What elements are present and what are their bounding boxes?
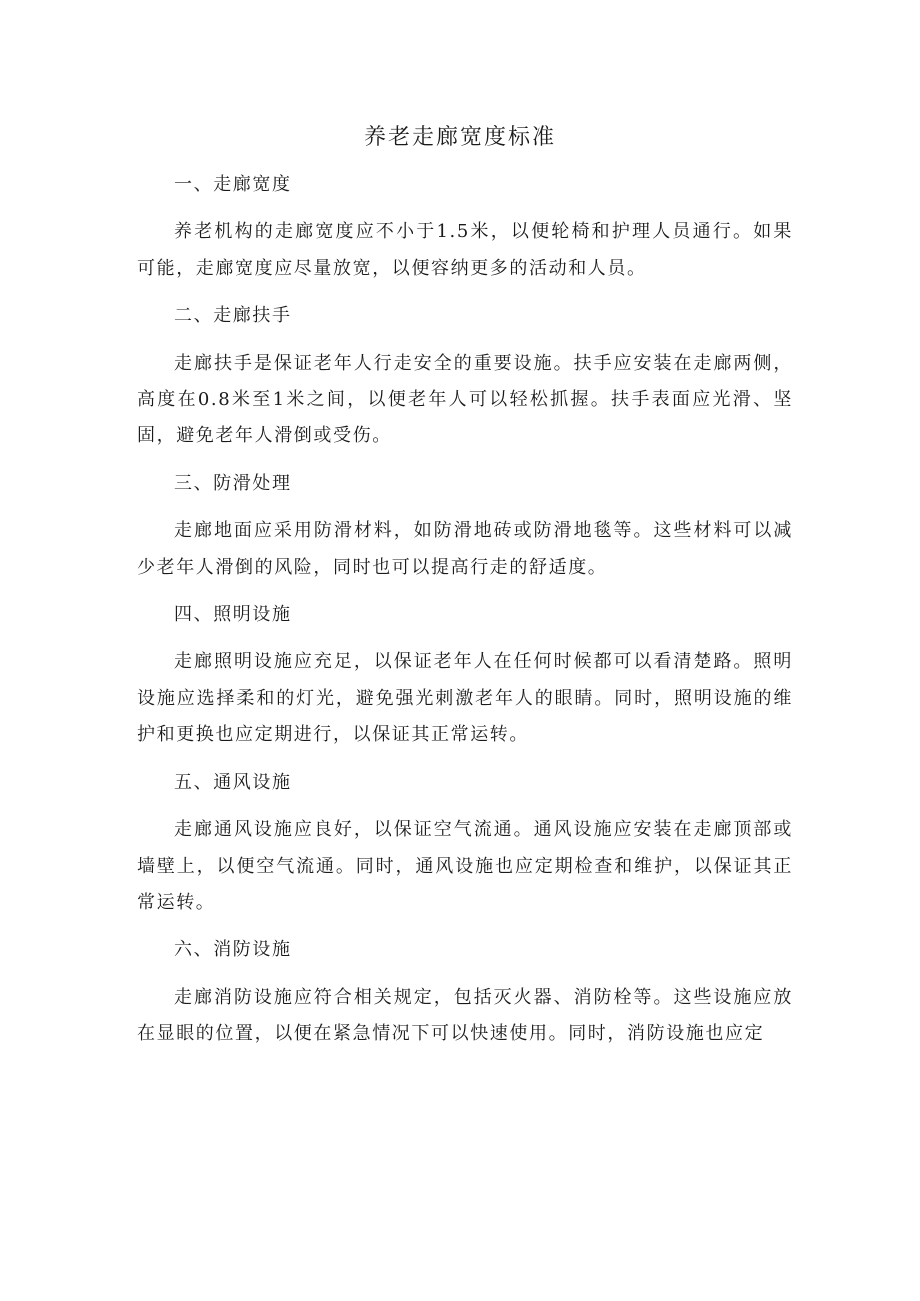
section-anti-slip — [137, 466, 793, 586]
section-handrail — [137, 298, 793, 455]
document-title: 养老走廊宽度标准 — [363, 125, 556, 150]
document-body — [137, 167, 793, 1064]
section-heading: 三、防滑处理 — [174, 472, 292, 494]
section-fire-safety — [137, 932, 793, 1052]
section-heading: 六、消防设施 — [174, 939, 292, 961]
section-heading: 四、照明设施 — [174, 604, 292, 626]
section-paragraph: 走廊消防设施应符合相关规定，包括灭火器、消防栓等。这些设施应放在显眼的位置，以便在紧急情况下可以快速使用。同时，消防设施也应定 — [137, 986, 793, 1045]
section-paragraph: 养老机构的走廊宽度应不小于1.5米，以便轮椅和护理人员通行。如果可能，走廊宽度应尽量放宽，以便容纳更多的活动和人员。 — [137, 221, 793, 279]
section-paragraph: 走廊地面应采用防滑材料，如防滑地砖或防滑地毯等。这些材料可以减少老年人滑倒的风险，同时也可以提高行走的舒适度。 — [137, 520, 793, 578]
section-paragraph: 走廊扶手是保证老年人行走安全的重要设施。扶手应安装在走廊两侧，高度在0.8米至1米之间，以便老年人可以轻松抓握。扶手表面应光滑、坚固，避免老年人滑倒或受伤。 — [137, 352, 793, 447]
section-heading: 五、通风设施 — [174, 771, 292, 793]
section-paragraph: 走廊通风设施应良好，以保证空气流通。通风设施应安装在走廊顶部或墙壁上，以便空气流通。同时，通风设施也应定期检查和维护，以保证其正常运转。 — [137, 819, 793, 913]
section-width — [137, 167, 793, 287]
section-ventilation — [137, 765, 793, 922]
section-heading: 二、走廊扶手 — [174, 305, 292, 327]
section-lighting — [137, 597, 793, 754]
section-heading: 一、走廊宽度 — [174, 174, 292, 195]
section-paragraph: 走廊照明设施应充足，以保证老年人在任何时候都可以看清楚路。照明设施应选择柔和的灯光，避免强光刺激老年人的眼睛。同时，照明设施的维护和更换也应定期进行，以保证其正常运转。 — [137, 651, 793, 746]
